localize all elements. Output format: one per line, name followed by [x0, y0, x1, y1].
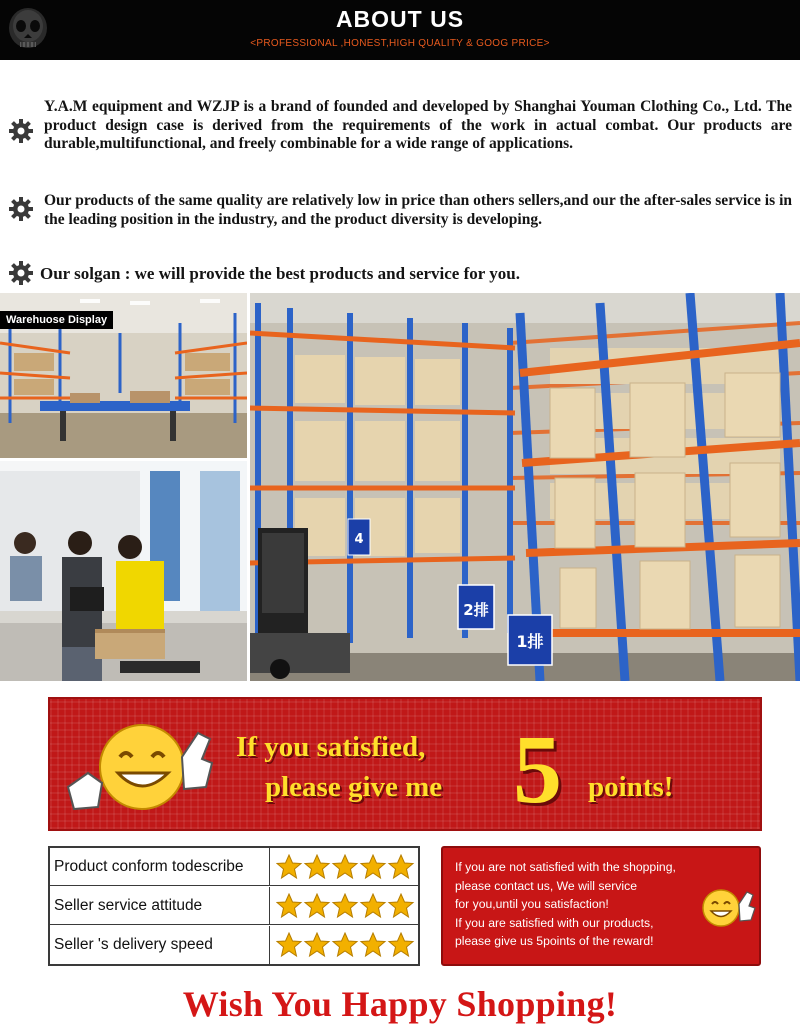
banner-line-2: please give me [265, 771, 443, 803]
star-rating-icon [276, 932, 416, 958]
rack-sign-label-2: 2排 [463, 601, 489, 619]
about-paragraph-2: Our products of the same quality are relatively low in price than others sellers,and our the after-sales service is in the leading position in the industry, and the product diversity is developing. [44, 192, 792, 228]
rating-row [50, 848, 418, 886]
rating-row-label: Product conform todescribe [50, 848, 270, 886]
rack-sign-label-1: 1排 [516, 632, 544, 651]
notice-text [455, 858, 705, 951]
page-subtitle: <PROFESSIONAL ,HONEST,HIGH QUALITY & GOOG PRICE> [250, 38, 550, 49]
warehouse-display-label: Warehuose Display [0, 311, 113, 329]
happy-shopping-message: Wish You Happy Shopping! [182, 984, 618, 1024]
slogan-text: Our solgan : we will provide the best products and service for you. [40, 264, 520, 283]
smiley-thumbs-up-icon [697, 882, 757, 932]
about-paragraph-1: Y.A.M equipment and WZJP is a brand of founded and developed by Shanghai Youman Clothing Co., Ltd. The product design case is derived from the requirements of the work in actual combat. Our products are durable,multifunctional, and freely combinable for a wide range of applications. [44, 98, 792, 152]
notice-line: please contact us, We will service [455, 878, 637, 893]
banner-line-1: If you satisfied, [236, 731, 426, 763]
rack-sign-label-4: 4 [354, 532, 364, 547]
banner-points: points! [588, 771, 674, 803]
rating-request-banner [48, 697, 762, 831]
racks-photo [250, 293, 800, 681]
satisfaction-notice [441, 846, 761, 966]
gear-icon [8, 196, 34, 222]
rating-table [48, 846, 420, 966]
rating-row [50, 926, 418, 964]
rating-row-label: Seller 's delivery speed [50, 926, 270, 964]
smiley-thumbs-up-icon [62, 717, 222, 817]
notice-line: If you are satisfied with our products, [455, 915, 654, 930]
packing-staff-photo [0, 461, 247, 681]
gear-icon [8, 260, 34, 286]
rating-row-label: Seller service attitude [50, 887, 270, 925]
notice-line: please give us 5points of the reward! [455, 934, 654, 948]
banner-number: 5 [513, 716, 562, 824]
star-rating-icon [276, 893, 416, 919]
warehouse-photo [0, 293, 247, 458]
notice-line: for you,until you satisfaction! [455, 897, 609, 911]
page-title: ABOUT US [335, 6, 465, 32]
header-bar [0, 0, 800, 60]
gear-icon [8, 118, 34, 144]
notice-line: If you are not satisfied with the shopping, [455, 860, 676, 874]
star-rating-icon [276, 854, 416, 880]
rating-row [50, 887, 418, 925]
